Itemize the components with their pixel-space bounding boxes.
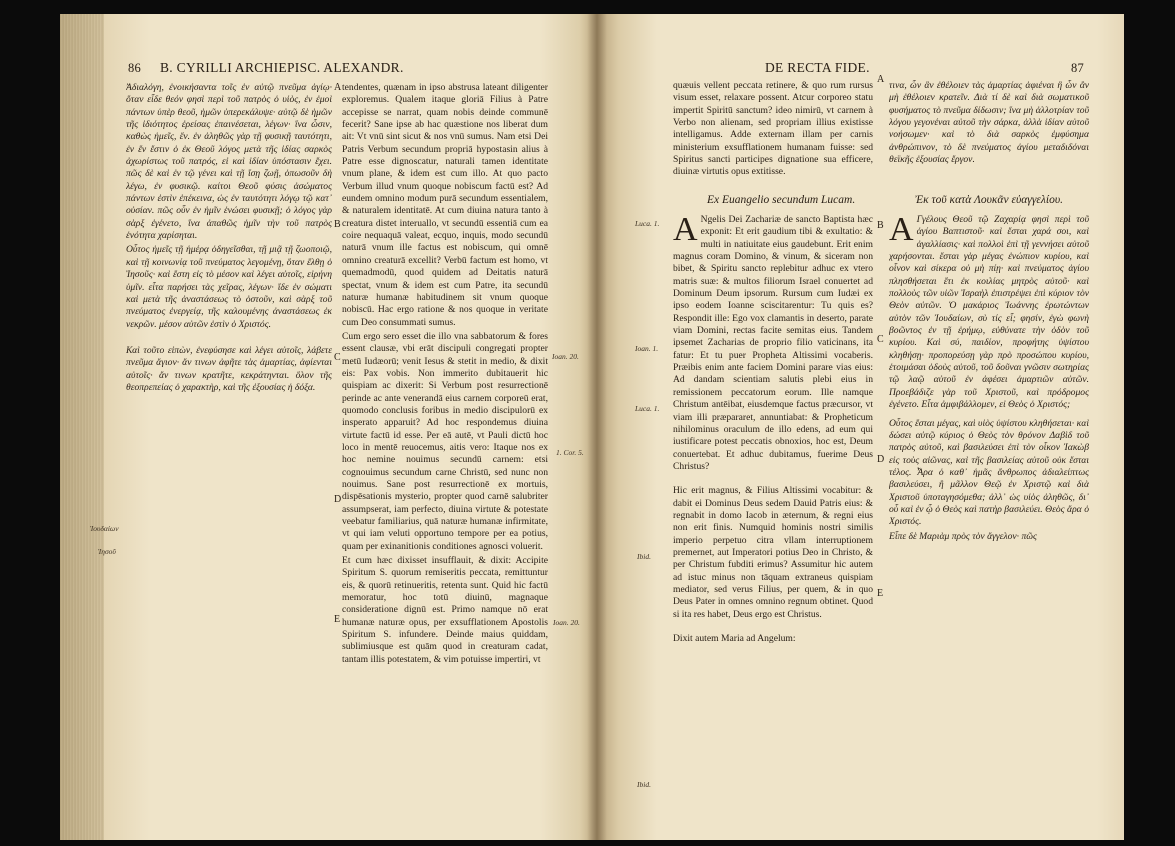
section-letter: E [334, 614, 341, 625]
section-letter: D [877, 454, 885, 465]
drop-cap: A [673, 214, 698, 248]
right-latin-top: quæuis vellent peccata retinere, & quo rum rursus visum esset, relaxare possent. Atcur corporeo statu impertit Spiritū sanctum? ideo nimirū, vt carnem à Verbo non alienam, sed propriam illius existisse intelligamus. Adde externam illam per carnis ministerium exsufflationem humanam fuisse: sed Spiritus sancti participes dignatione sua efficere, diuinæ virtutis opus extitisse. [673, 80, 873, 178]
section-letter: D [334, 494, 342, 505]
section-letter: C [877, 334, 884, 345]
right-page [597, 14, 1124, 840]
page-edges [60, 14, 104, 840]
greek-paragraph: Εἶπε δὲ Μαριὰμ πρὸς τὸν ἄγγελον· πῶς [889, 530, 1037, 542]
margin-note: Ioan. 20. [552, 352, 579, 361]
right-page-number: 87 [1071, 61, 1085, 75]
drop-cap: A [889, 214, 914, 248]
section-letter: A [334, 82, 342, 93]
greek-section-title: Ἐκ τοῦ κατὰ Λουκᾶν εὐαγγελίου. [915, 194, 1063, 206]
section-letter: E [877, 588, 884, 599]
latin-text: Ngelis Dei Zachariæ de sancto Baptista hæc exponit: Et erit gaudium tibi & exultatio: & multi in natiuitate eius gaudebunt. Erit enim magnus coram Domino, & vinum, & siceram non bibet, & Spiritu sancto replebitur adhuc ex vtero matris suæ: & multos filiorum Israel conuertet ad Dominum Deum ipsorum. Rursum cum Iudæi ex ipso eodem Ioanne sciscitarentur: Tu quis es? Respondit ille: Ego vox clamantis in deserto, parate viam Domini, rectas facite semitas eius. Tandem ipsemet Zacharias de proprio filio vaticinans, ita fatur: Et tu puer Propheta Altissimi vocaberis. Præibis enim ante faciem Domini parare vias eius: Ad dandam scientiam salutis plebi eius in remissionem peccatorum eorum. Ille namque Christum antēibat, eiusdemque factus præcursor, vt viam illi præpararet, annuntiabat: & Propheticum nihilominus oraculum de illo edens, ad eum qui iustificare potest peccatis obnoxios, hoc est, Deum conuertebat. Et adhuc dubitamus, fuerime Deus Christus? [673, 214, 873, 472]
margin-note: Ἰησοῦ [98, 547, 116, 556]
right-greek-column [889, 214, 1089, 828]
latin-paragraph: tendentes, quænam in ipso abstrusa lateant diligenter exploremus. Qualem itaque gloriā Filius à Patre accepisse se narrat, quam nobis deinde communē fecerit? Sane ipse ab hac quæstione nos liberat dum ait: Vt vnū sint sicut & nos vnū sumus. Nam etsi Dei Patris Verbum secundum propriā hypostasin alius à Patre esse dignoscatur, naturali tamen identitate vnum plane, & idem est cum illo. At quo pacto Verbum illud vnum quoque nobiscum factū est? Ad eundem omnino modum purā secundum essentialem, & naturalem identitatē. At cum diuina natura tanto à creatura distet interuallo, vt secundū essentiā cum ea coire nequaquā valeat, ecquo, inquis, modo secundū naturā vnum ille factus est nobiscum, qui omnē omnino creaturā excellit? Verbū factum est homo, vt quemadmodū, quod quidem ad Deitatis naturā spectat, vnum & idem est cum Patre, ita secundū naturæ humanæ habitudinem sit vnum quoque nobiscū. Hac ergo ratione & nos quoque in veritate cum Deo consummati sumus. [342, 82, 548, 328]
latin-paragraph: Et cum hæc dixisset insufflauit, & dixit: Accipite Spiritum S. quorum remiseritis peccata, remittuntur eis, & quorū retinueritis, retenta sunt. Quid hic factū memoratur, hoc totū diuinū, magnaque consideratione dignū est. Primo namque nō erat humanæ naturæ opus, per exsufflationem Apostolis Spiritum S. infundere. Deinde maius quiddam, sublimiusque est quām quod in creaturam cadat, tantam illis potestatem, & vim potuisse impertiri, vt [342, 555, 548, 665]
latin-section-title: Ex Euangelio secundum Lucam. [707, 194, 856, 206]
section-letter: B [877, 220, 884, 231]
latin-paragraph: Hic erit magnus, & Filius Altissimi vocabitur: & dabit ei Dominus Deus sedem Dauid Patris eius: & regnabit in domo Iacob in æternum, & regni eius non erit finis. Numquid hominis nostri similis imperio perpetuo citra vllam interruptionem premernet, aut Imperatori potius Deo in Christo, & per Christum fubditi erimus? Assumitur hic autem ad istuc minus non tāquam extraneus quispiam mediator, sed verus Filius, per quem, & in quo Deus Pater in omnes omnino regnum obtinet. Quod si ita res habet, Deus ergo est Christus. [673, 485, 873, 620]
left-running-head: B. CYRILLI ARCHIEPISC. ALEXANDR. [160, 60, 404, 75]
section-letter: C [334, 352, 341, 363]
greek-paragraph [889, 214, 1089, 412]
right-greek-top: τινα, ὧν ἂν ἐθέλοιεν τὰς ἁμαρτίας ἀφιέναι ἢ ὧν ἂν μὴ ἐθέλοιεν κρατεῖν. Διὰ τί δὲ καὶ διὰ σωματικοῦ φυσήματος τὸ πνεῦμα δίδωσιν; ἵνα μὴ ἀλλοτρίαν τοῦ λόγου γεγονέναι αὐτοῦ τὴν σάρκα, ἀλλὰ ἰδίαν αὐτοῦ νοήσωμεν· καὶ τὸ διὰ σαρκὸς ἐμφύσημα ἀνθρώπινον, τὸ δὲ πνεύματος ἁγίου μεταδιδόναι θεϊκῆς ἐξουσίας ἔργον. [889, 80, 1089, 166]
section-letter: B [334, 219, 341, 230]
margin-note: 1. Cor. 5. [556, 448, 584, 457]
margin-note: Ibid. [637, 552, 651, 561]
margin-note: Ioan. 20. [553, 618, 580, 627]
greek-paragraph: Ἀδιαλόγη, ἐνοικήσαντα τοῖς ἐν αὐτῷ πνεῦμα ἀγίῳ· ὅταν εἶδε θεόν φησὶ περὶ τοῦ πατρὸς ὁ υἱὸς, ἐν ἐμοὶ πάντων ὑπὲρ θεοῦ, ἡμῶν ὑπερεκάλυψε· αὐτῷ δὲ ἡμῶν τῆς ἰδιότητος ἐρείσας ἐπαινέσεται, λέγων· ἵνα ὦσιν, καθὼς ἡμεῖς, ἕν. ἐν ἀληθῶς γὰρ τῇ φυσικῇ ταυτότητι, ἐν ἕν ἔστιν ὁ ἐκ Θεοῦ λόγος μετὰ τῆς ἰδίας σαρκὸς ἀχωρίστως τοῦ πατρός, εἰ καὶ ἰδίαν ὑπόστασιν ἔχει. πῶς δὲ καὶ ἐν τῷ γένει καὶ τῇ ἴσῃ ζωῇ, ὁπωσοῦν δὴ λέγω, ἐν φυσικῷ. καίτοι Θεοῦ φύσις ἀσώματος πάντων ἐστὶν ἐπέκεινα, ὡς ἐν ταυτότητι λόγῳ τῷ κατ᾽ οὐσίαν. πῶς οὖν ἐν ἡμῖν ἑνώσει φυσικῇ; ὁ λόγος γὰρ σὰρξ ἐγένετο, ἵνα ἀπαθῶς ἡμῖν τὴν τοῦ πατρὸς ἑνότητα χαρίσηται. [126, 82, 332, 242]
greek-text: Γγέλους Θεοῦ τῷ Ζαχαρίᾳ φησὶ περὶ τοῦ ἁγίου Βαπτιστοῦ· καὶ ἔσται χαρά σοι, καὶ ἀγαλλίασις· καὶ πολλοὶ ἐπὶ τῇ γεννήσει αὐτοῦ χαρήσονται. ἔσται γὰρ μέγας ἐνώπιον κυρίου, καὶ οἶνον καὶ σίκερα οὐ μὴ πίῃ· καὶ πνεύματος ἁγίου πλησθήσεται ἔτι ἐκ κοιλίας μητρὸς αὐτοῦ· καὶ πολλοὺς τῶν υἱῶν Ἰσραὴλ ἐπιστρέψει ἐπὶ κύριον τὸν Θεὸν αὐτῶν. Ὁ μακάριος Ἰωάννης ἐρωτώντων αὐτὸν τῶν Ἰουδαίων, σὺ τίς εἶ; φησίν, ἐγὼ φωνὴ βοῶντος ἐν τῇ ἐρήμῳ, εὐθύνατε τὴν ὁδὸν τοῦ κυρίου. Καὶ σύ, παιδίον, προφήτης ὑψίστου κληθήσῃ· προπορεύσῃ γὰρ πρὸ προσώπου κυρίου, ἑτοιμάσαι ὁδοὺς αὐτοῦ, τοῦ δοῦναι γνῶσιν σωτηρίας τῷ λαῷ αὐτοῦ ἐν ἀφέσει ἁμαρτιῶν αὐτῶν. Προεβάδιζε γὰρ τοῦ Χριστοῦ, καὶ πρόδρομος ἐγένετο. Εἶτα ἀμφιβάλλομεν, εἰ Θεὸς ὁ Χριστός; [889, 214, 1089, 411]
left-page-number: 86 [128, 61, 142, 75]
left-page [60, 14, 597, 840]
left-latin-column [342, 82, 548, 828]
section-letter: A [877, 74, 885, 85]
margin-note: Luca. 1. [635, 219, 660, 228]
margin-note: Luca. 1. [635, 404, 660, 413]
margin-note: Ἰουδαίων [90, 524, 119, 533]
latin-paragraph [673, 214, 873, 473]
left-greek-column [126, 82, 332, 828]
latin-paragraph: Dixit autem Maria ad Angelum: [673, 633, 796, 644]
margin-note: Ioan. 1. [635, 344, 659, 353]
margin-note: Ibid. [637, 780, 651, 789]
right-latin-column [673, 214, 873, 828]
greek-paragraph: Καὶ τοῦτο εἰπὼν, ἐνεφύσησε καὶ λέγει αὐτοῖς, λάβετε πνεῦμα ἅγιον· ἄν τινων ἀφῆτε τὰς ἁμαρτίας, ἀφίενται αὐτοῖς· ἄν τινων κρατῆτε, κεκράτηνται. ὅλον τῆς θεοπρεπείας ὁ χαρακτὴρ, καὶ τῆς ἐξουσίας ἡ δόξα. [126, 344, 332, 393]
latin-paragraph: Cum ergo sero esset die illo vna sabbatorum & fores essent clausæ, vbi erāt discipuli congregati propter metū Iudæorū; venit Iesus & stetit in medio, & dixit eis: Pax vobis. Non immerito dubitauerit hic quispiam ac dixerit: Si Verbum post resurrectionē perinde ac ante venerandā eius carnem corporeū erat, quomodo conclusis foribus in medio discipulorū ex insperato apparuit? Ad hoc respondemus diuina virtute factū id esse. Per eā autē, vt Pauli dictū hoc loco in mentē reuocemus, aitis vero: Itaque nos ex hoc nemine nouimus secundū carnem: etsi cognouimus secundum carne Christū, sed nunc non nouimus. Sane post resurrectionē ex mortuis, dispēsationis mysterio, propter quod carnē salubriter assumpserat, iam perfecto, diuina virtute & potestate veebatur familiarius, quā naturæ humanæ infirmitate, vt qui iam veluti opportuno tempore per ea potius, quam per exinanitionis conditiones agnosci voluerit. [342, 330, 548, 552]
open-book [60, 14, 1124, 840]
greek-paragraph: Οὗτος ἡμεῖς τῇ ἡμέρᾳ ὁδηγεῖσθαι, τῇ μιᾷ τῇ ζωοποιῷ, καὶ τῇ κοινωνίᾳ τοῦ πνεύματος λεγομένῃ, ὅταν ἔλθῃ ὁ Ἰησοῦς· καὶ ἔστη εἰς τὸ μέσον καὶ λέγει αὐτοῖς, εἰρήνη ὑμῖν. εἶτα παρήσει τὰς χεῖρας, λέγων· ἴδε ἐν σώματι καὶ μετὰ τῆς ἀναστάσεως τὸ ὀστοῦν, καὶ σὰρξ τοῦ πνεύματος ἐνεργείᾳ, τῆς καλουμένης ἀναστάσεως ἐκ νεκρῶν. μέσον αὐτῶν ἐστὶν ὁ Χριστός. [126, 244, 332, 330]
greek-paragraph: Οὗτος ἔσται μέγας, καὶ υἱὸς ὑψίστου κληθήσεται· καὶ δώσει αὐτῷ κύριος ὁ Θεὸς τὸν θρόνον Δαβὶδ τοῦ πατρὸς αὐτοῦ, καὶ βασιλεύσει ἐπὶ τὸν οἶκον Ἰακὼβ εἰς τοὺς αἰῶνας, καὶ τῆς βασιλείας αὐτοῦ οὐκ ἔσται τέλος. Ἆρα ὁ καθ᾽ ἡμᾶς ἄνθρωπος ἀδιαλείπτως βασιλεύσει, ἢ μᾶλλον Θεῷ ἐν Χριστῷ καὶ διὰ Χριστοῦ ὑποταγησόμεθα; ἀλλ᾽ ὡς υἱὸς ἀληθῶς, δι᾽ οὗ καὶ ἐν ᾧ ὁ Θεὸς καὶ πατὴρ βασιλεύει. Θεὸς ἄρα ὁ Χριστός. [889, 417, 1089, 528]
right-running-head: DE RECTA FIDE. [765, 60, 870, 75]
